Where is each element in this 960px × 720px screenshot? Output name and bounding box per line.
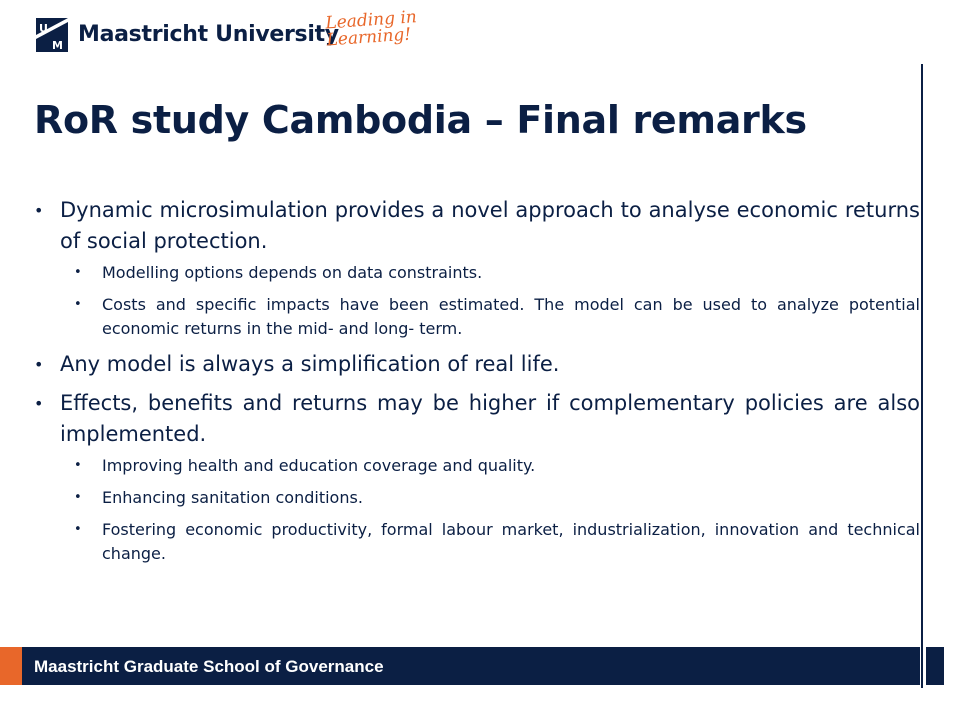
bullet-list bbox=[34, 195, 920, 574]
bullet-text: Any model is always a simplification of real life. bbox=[60, 352, 560, 376]
bullet-text: Effects, benefits and returns may be higher if complementary policies are also implemented. bbox=[60, 391, 920, 446]
sub-bullet-item: • Improving health and education coverage and quality. bbox=[60, 454, 920, 478]
slide-title: RoR study Cambodia – Final remarks bbox=[34, 98, 807, 142]
footer-end-block bbox=[926, 647, 944, 685]
sub-bullet-item: • Modelling options depends on data constraints. bbox=[60, 261, 920, 285]
sub-bullet-list bbox=[60, 261, 920, 341]
bullet-item bbox=[34, 388, 920, 566]
sub-bullet-item: • Costs and specific impacts have been estimated. The model can be used to analyze potential economic returns in the mid- and long- term. bbox=[60, 293, 920, 341]
right-border-rule bbox=[921, 64, 923, 688]
um-logo-mark-icon bbox=[36, 18, 68, 52]
footer-accent bbox=[0, 647, 22, 685]
sub-bullet-item: • Enhancing sanitation conditions. bbox=[60, 486, 920, 510]
svg-text:M: M bbox=[52, 39, 63, 52]
footer-bar bbox=[0, 647, 960, 685]
bullet-item bbox=[34, 349, 920, 380]
bullet-text: Dynamic microsimulation provides a novel approach to analyse economic returns of social protection. bbox=[60, 198, 920, 253]
footer-text: Maastricht Graduate School of Governance bbox=[34, 657, 384, 676]
university-name: Maastricht University bbox=[78, 22, 339, 47]
svg-text:U: U bbox=[39, 22, 48, 35]
logo-tagline: Leading in Learning! bbox=[324, 7, 418, 51]
sub-bullet-list bbox=[60, 454, 920, 566]
sub-bullet-item: • Fostering economic productivity, formal labour market, industrialization, innovation and technical change. bbox=[60, 518, 920, 566]
bullet-item bbox=[34, 195, 920, 341]
